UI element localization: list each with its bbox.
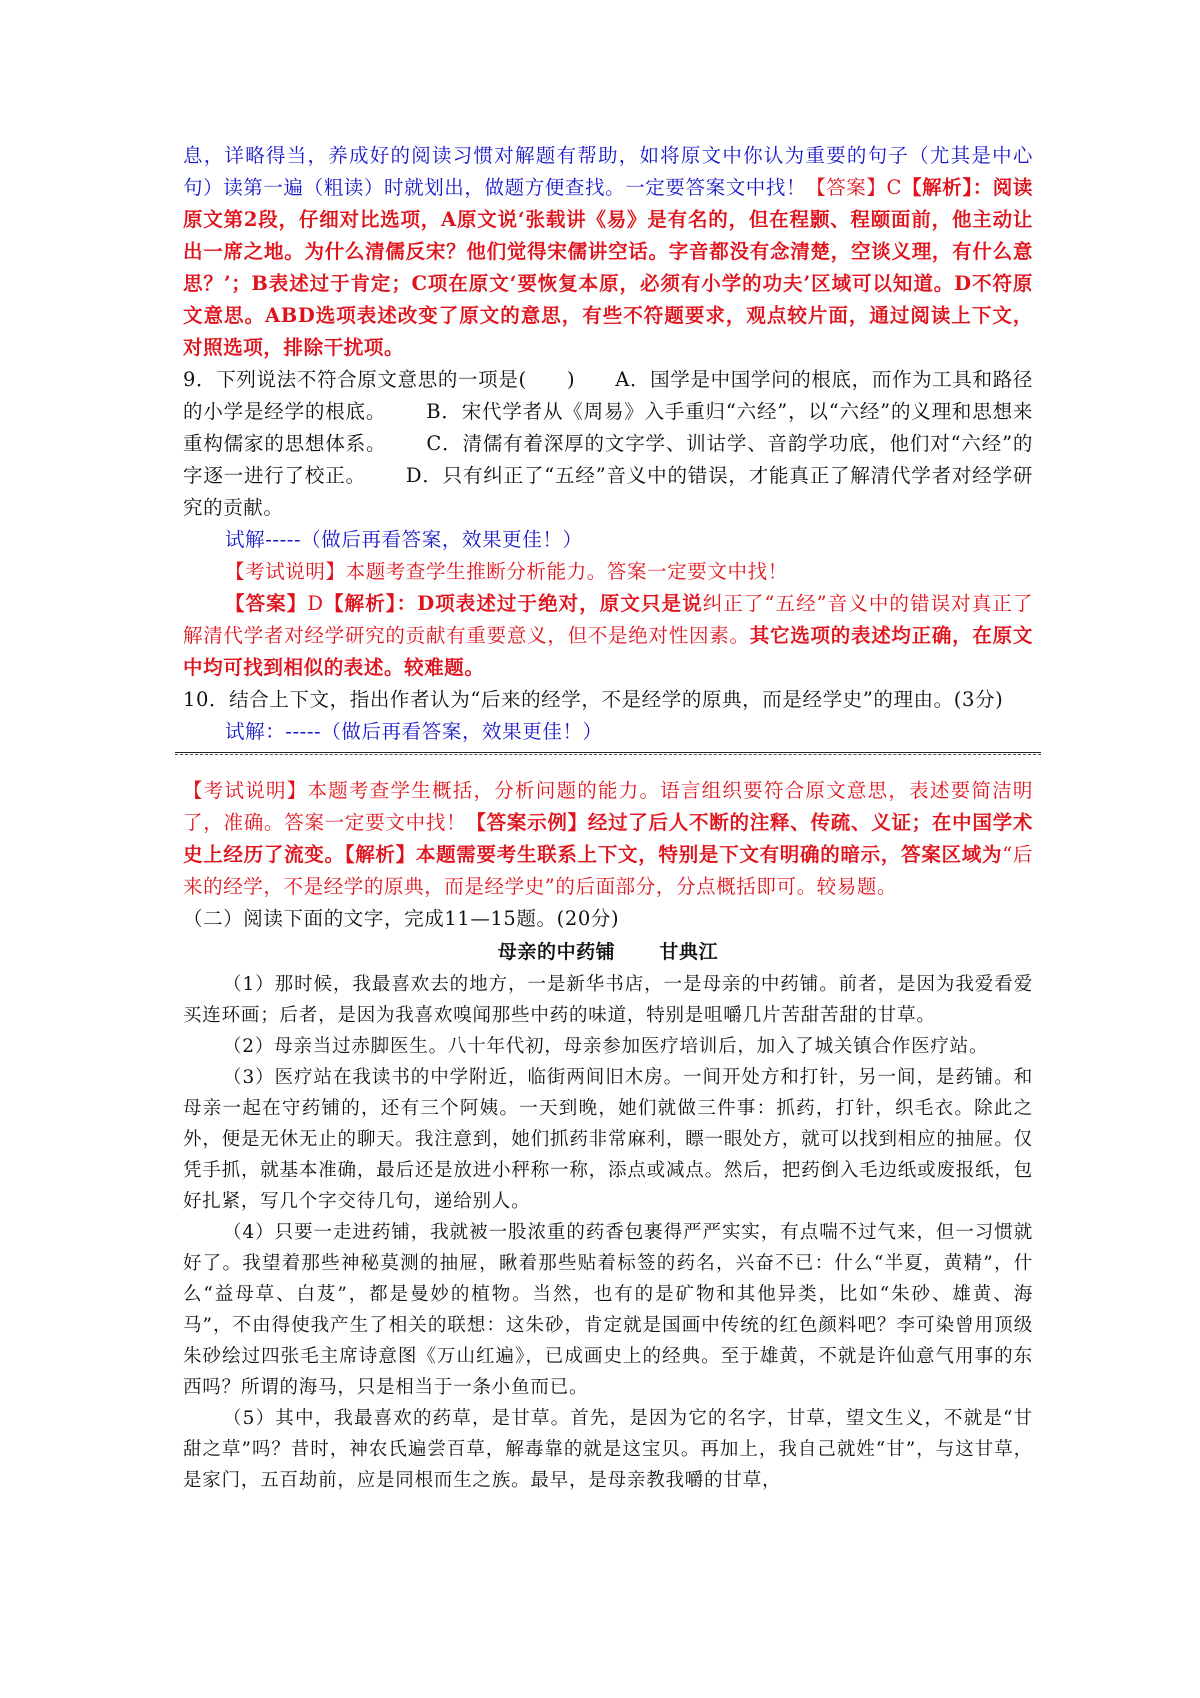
question-9: [183, 364, 1033, 524]
section-2-heading: （二）阅读下面的文字，完成11—15题。(20分): [183, 907, 620, 930]
essay-author: 甘典江: [659, 941, 719, 963]
question-9-option-b: B．宋代学者从《周易》入手重归“六经”，以“六经”的义理和思想来重构儒家的思想体系。: [183, 400, 1033, 455]
q9-analysis-label: 【解析】: [323, 592, 397, 615]
document-page: [183, 140, 1033, 1496]
essay-paragraph-4: （4）只要一走进药铺，我就被一股浓重的药香包裹得严严实实，有点喘不过气来，但一习惯就好了。我望着那些神秘莫测的抽屉，瞅着那些贴着标签的药名，兴奋不已：什么“半夏，黄精”，什么“益母草、白芨”，都是曼妙的植物。当然，也有的是矿物和其他异类，比如“朱砂、雄黄、海马”，不由得使我产生了相关的联想：这朱砂，肯定就是国画中传统的红色颜料吧？李可染曾用顶级朱砂绘过四张毛主席诗意图《万山红遍》，已成画史上的经典。至于雄黄，不就是许仙意气用事的东西吗？所谓的海马，只是相当于一条小鱼而已。: [183, 1222, 1033, 1398]
question-10-try: 试解：-----（做后再看答案，效果更佳！）: [225, 720, 603, 743]
q10-sample-text: 经过了后人不断的注释、传疏、义证；在中国学术史上经历了流变。: [183, 811, 1033, 866]
question-9-exam-note: 【考试说明】本题考查学生推断分析能力。答案一定要文中找！: [225, 560, 788, 583]
q8-explanation: [183, 140, 1033, 364]
answer-label: 【答案】: [806, 176, 887, 199]
essay-title-text: 母亲的中药铺: [497, 941, 616, 963]
q9-answer-value: D: [307, 592, 324, 615]
question-9-try: 试解-----（做后再看答案，效果更佳！）: [225, 528, 583, 551]
q10-exam-note: 【考试说明】本题考查学生概括，分析问题的能力。语言组织要符合原文意思，表述要简洁明了，准确。答案一定要文中找！: [183, 779, 1033, 834]
question-9-analysis: [183, 588, 1033, 684]
essay-paragraph-5: （5）其中，我最喜欢的药草，是甘草。首先，是因为它的名字，甘草，望文生义，不就是“甘甜之草”吗？昔时，神农氏遍尝百草，解毒靠的就是这宝贝。再加上，我自己就姓“甘”，与这甘草，是家门，五百劫前，应是同根而生之族。最早，是母亲教我嚼的甘草，: [183, 1408, 1033, 1491]
essay-paragraph-2: （2）母亲当过赤脚医生。八十年代初，母亲参加医疗培训后，加入了城关镇合作医疗站。: [223, 1036, 989, 1057]
essay-paragraph-3: （3）医疗站在我读书的中学附近，临街两间旧木房。一间开处方和打针，另一间，是药铺。和母亲一起在守药铺的，还有三个阿姨。一天到晚，她们就做三件事：抓药，打针，织毛衣。除此之外，便是无休无止的聊天。我注意到，她们抓药非常麻利，瞟一眼处方，就可以找到相应的抽屉。仅凭手抓，就基本准确，最后还是放进小秤称一称，添点或减点。然后，把药倒入毛边纸或废报纸，包好扎紧，写几个字交待几句，递给别人。: [183, 1067, 1033, 1212]
q10-analysis-b: “后来的经学，不是经学的原典，而是经学史”的后面部分，分点概括即可。较易题。: [183, 843, 1033, 898]
answer-value: C: [886, 176, 903, 199]
essay-paragraph-1: （1）那时候，我最喜欢去的地方，一是新华书店，一是母亲的中药铺。前者，是因为我爱看爱买连环画；后者，是因为我喜欢嗅闻那些中药的味道，特别是咀嚼几片苦甜苦甜的甘草。: [183, 974, 1033, 1026]
q10-analysis-a: 本题需要考生联系上下文，特别是下文有明确的暗示，答案区域为: [415, 843, 1003, 866]
reading-tip: 息，详略得当，养成好的阅读习惯对解题有帮助，如将原文中你认为重要的句子（尤其是中心句）读第一遍（粗读）时就划出，做题方便查找。一定要答案文中找！: [183, 144, 1033, 199]
q9-analysis-b: 纠正了“五经”音义中的错误对真正了解清代学者对经学研究的贡献有重要意义，但不是绝对性因素。: [183, 592, 1033, 647]
analysis-label: 【解析】: [902, 176, 973, 199]
q10-analysis-label: 【解析】: [344, 843, 416, 866]
separator-line: [175, 752, 1041, 755]
question-9-option-c: C．清儒有着深厚的文字学、训诂学、音韵学功底，他们对“六经”的字逐一进行了校正。: [183, 432, 1033, 487]
essay-body: [183, 969, 1033, 1496]
analysis-text: ：阅读原文第2段，仔细对比选项，A原文说‘张载讲《易》是有名的，但在程颢、程颐面前，他主动让出一席之地。为什么清儒反宋？他们觉得宋儒讲空话。字音都没有念清楚，空谈义理，有什么意思？’；B表述过于肯定；C项在原文‘要恢复本原，必须有小学的功夫’区域可以知道。D不符原文意思。ABD选项表述改变了原文的意思，有些不符题要求，观点较片面，通过阅读上下文，对照选项，排除干扰项。: [183, 176, 1034, 359]
question-9-option-a: A．国学是中国学问的根底，而作为工具和路径的小学是经学的根底。: [183, 368, 1033, 423]
q9-answer-label: 【答案】: [225, 592, 308, 615]
q9-analysis-c: 其它选项的表述均正确，在原文中均可找到相似的表述。较难题。: [183, 624, 1033, 679]
question-9-stem: 9．下列说法不符合原文意思的一项是( ): [183, 368, 576, 391]
question-10-explanation: [183, 775, 1033, 903]
q10-sample-label: 【答案示例】: [466, 811, 588, 834]
question-9-option-d: D．只有纠正了“五经”音义中的错误，才能真正了解清代学者对经学研究的贡献。: [183, 464, 1033, 519]
question-10-stem: 10．结合上下文，指出作者认为“后来的经学，不是经学的原典，而是经学史”的理由。(3分): [183, 688, 1004, 711]
essay-title: [183, 937, 1033, 967]
q9-analysis-a: ：D项表述过于绝对，原文只是说: [396, 592, 703, 615]
